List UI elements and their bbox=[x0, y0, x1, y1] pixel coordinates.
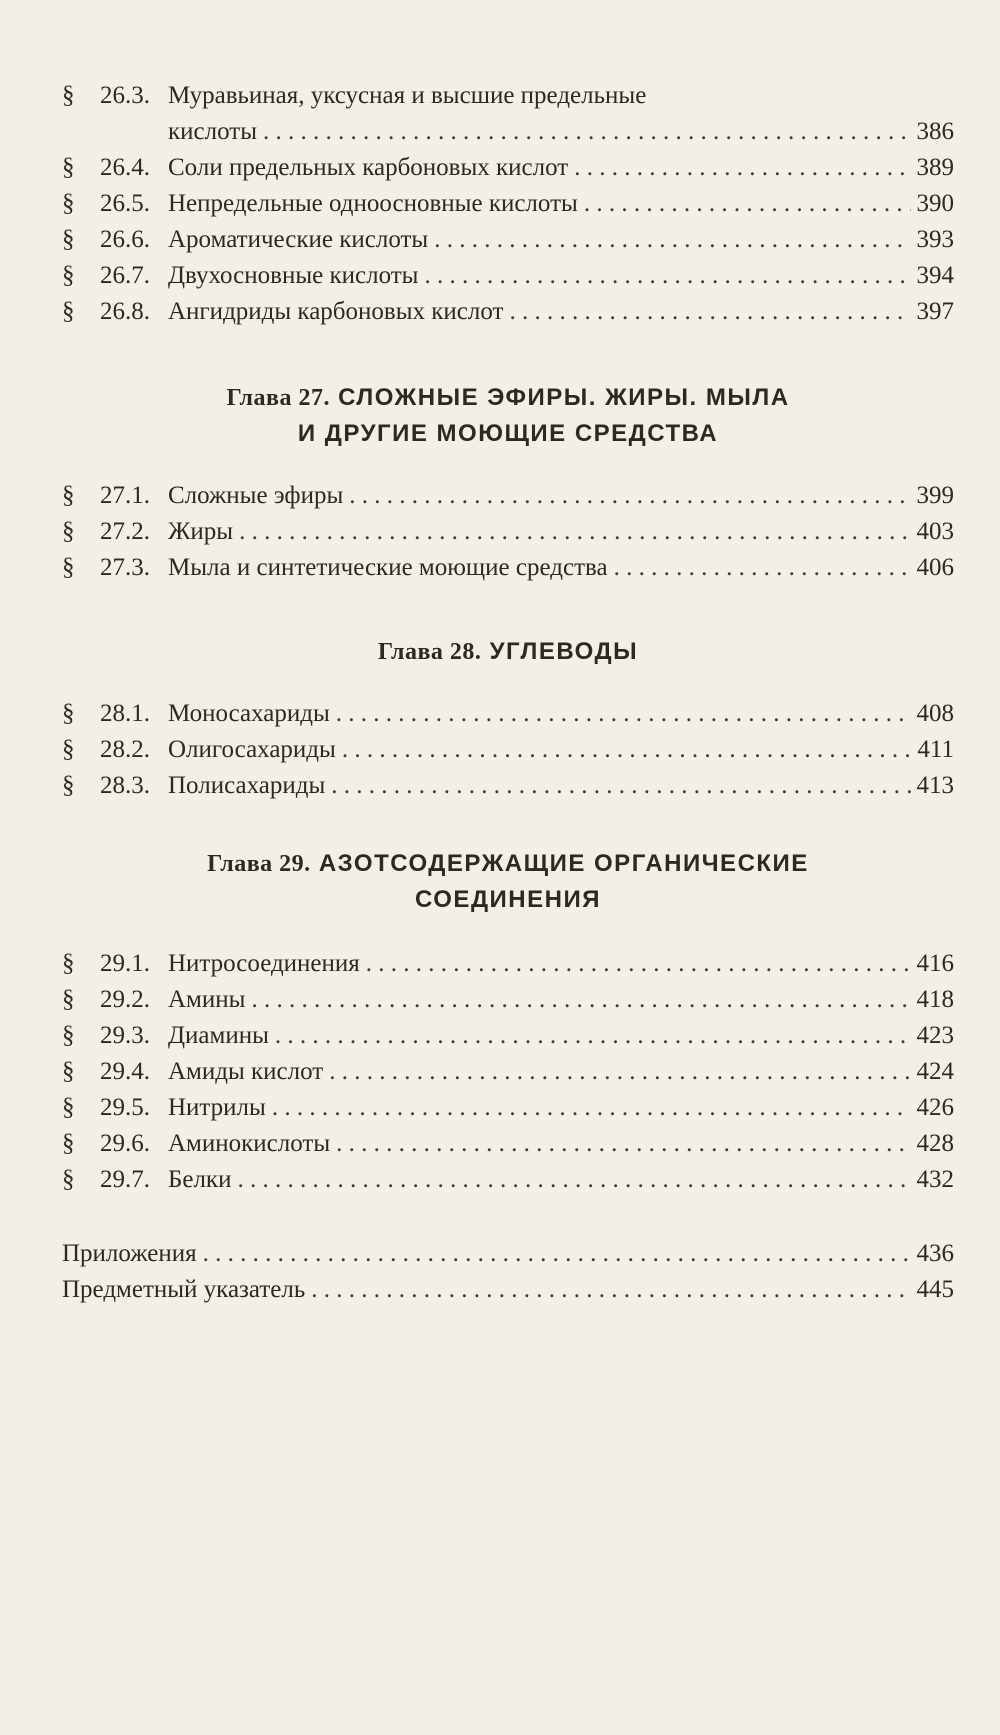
entry-title: Белки bbox=[168, 1162, 237, 1198]
entry-number: 26.7. bbox=[100, 262, 150, 289]
chapter-title: АЗОТСОДЕРЖАЩИЕ ОРГАНИЧЕСКИЕ bbox=[318, 850, 809, 877]
chapter-28-heading bbox=[62, 634, 954, 670]
chapter-28-entries bbox=[62, 696, 954, 804]
section-symbol: § bbox=[62, 772, 75, 799]
chapter-label: Глава 29. bbox=[207, 851, 311, 877]
entry-number: 26.8. bbox=[100, 298, 150, 325]
toc-entry-29-3[interactable] bbox=[62, 1018, 954, 1054]
entry-number: 27.2. bbox=[100, 518, 150, 545]
entry-page: 411 bbox=[911, 732, 954, 768]
entry-page: 393 bbox=[911, 222, 955, 258]
section-symbol: § bbox=[62, 298, 75, 325]
entry-number: 29.7. bbox=[100, 1166, 150, 1193]
entry-title: Олигосахариды bbox=[168, 732, 342, 768]
entry-title: Ангидриды карбоновых кислот bbox=[168, 294, 509, 330]
dot-leader bbox=[509, 294, 910, 330]
dot-leader bbox=[203, 1236, 911, 1272]
entry-number: 29.4. bbox=[100, 1058, 150, 1085]
toc-entry-27-3[interactable] bbox=[62, 550, 954, 586]
chapter-title: УГЛЕВОДЫ bbox=[489, 638, 639, 665]
toc-entry-26-3-line1[interactable] bbox=[62, 78, 954, 114]
chapter-label: Глава 27. bbox=[226, 385, 330, 411]
dot-leader bbox=[237, 1162, 910, 1198]
entry-number: 26.3. bbox=[100, 82, 150, 109]
entry-number: 26.4. bbox=[100, 154, 150, 181]
chapter-27-heading-line2: И ДРУГИЕ МОЮЩИЕ СРЕДСТВА bbox=[297, 420, 719, 447]
toc-entry-29-2[interactable] bbox=[62, 982, 954, 1018]
entry-title: Аминокислоты bbox=[168, 1126, 336, 1162]
toc-entry-subject-index[interactable] bbox=[62, 1272, 954, 1308]
toc-entry-26-4[interactable] bbox=[62, 150, 954, 186]
dot-leader bbox=[263, 114, 911, 150]
section-symbol: § bbox=[62, 226, 75, 253]
entry-page: 418 bbox=[911, 982, 955, 1018]
toc-entry-28-2[interactable] bbox=[62, 732, 954, 768]
entry-number: 29.5. bbox=[100, 1094, 150, 1121]
dot-leader bbox=[336, 1126, 910, 1162]
toc-entry-26-8[interactable] bbox=[62, 294, 954, 330]
section-symbol: § bbox=[62, 1022, 75, 1049]
entry-page: 389 bbox=[911, 150, 955, 186]
section-symbol: § bbox=[62, 736, 75, 763]
dot-leader bbox=[424, 258, 910, 294]
chapter-title: СЛОЖНЫЕ ЭФИРЫ. ЖИРЫ. МЫЛА bbox=[338, 384, 790, 411]
entry-title: Двухосновные кислоты bbox=[168, 258, 424, 294]
entry-title: Полисахариды bbox=[168, 768, 331, 804]
toc-entry-26-7[interactable] bbox=[62, 258, 954, 294]
entry-page: 394 bbox=[911, 258, 955, 294]
entry-page: 403 bbox=[911, 514, 955, 550]
entry-page: 424 bbox=[911, 1054, 955, 1090]
entry-page: 432 bbox=[911, 1162, 955, 1198]
dot-leader bbox=[342, 732, 912, 768]
entry-number: 28.1. bbox=[100, 700, 150, 727]
entry-page: 423 bbox=[911, 1018, 955, 1054]
section-symbol: § bbox=[62, 482, 75, 509]
chapter-27-entries bbox=[62, 478, 954, 586]
entry-title: Диамины bbox=[168, 1018, 275, 1054]
chapter-28-heading-line1 bbox=[62, 634, 954, 670]
entry-number: 28.2. bbox=[100, 736, 150, 763]
entry-title: Предметный указатель bbox=[62, 1272, 311, 1308]
section-symbol: § bbox=[62, 154, 75, 181]
entry-title-line1: Муравьиная, уксусная и высшие предельные bbox=[168, 82, 647, 109]
entry-title: кислоты bbox=[168, 114, 263, 150]
entry-title: Нитросоединения bbox=[168, 946, 366, 982]
entry-title: Амины bbox=[168, 982, 251, 1018]
section-symbol: § bbox=[62, 1094, 75, 1121]
entry-title: Ароматические кислоты bbox=[168, 222, 434, 258]
toc-entry-appendices[interactable] bbox=[62, 1236, 954, 1272]
entry-page: 397 bbox=[911, 294, 955, 330]
toc-entry-28-3[interactable] bbox=[62, 768, 954, 804]
section-symbol: § bbox=[62, 700, 75, 727]
entry-page: 408 bbox=[911, 696, 955, 732]
entry-number: 27.1. bbox=[100, 482, 150, 509]
entry-page: 390 bbox=[911, 186, 955, 222]
entry-number: 29.1. bbox=[100, 950, 150, 977]
toc-entry-29-1[interactable] bbox=[62, 946, 954, 982]
chapter-29-heading-line1 bbox=[62, 846, 954, 882]
entry-page: 416 bbox=[911, 946, 955, 982]
chapter-29-entries bbox=[62, 946, 954, 1198]
dot-leader bbox=[329, 1054, 910, 1090]
chapter-label: Глава 28. bbox=[377, 639, 482, 665]
chapter-26-entries bbox=[62, 78, 954, 330]
entry-number: 28.3. bbox=[100, 772, 150, 799]
dot-leader bbox=[574, 150, 910, 186]
entry-page: 445 bbox=[911, 1272, 955, 1308]
section-symbol: § bbox=[62, 518, 75, 545]
section-symbol: § bbox=[62, 82, 75, 109]
toc-entry-29-7[interactable] bbox=[62, 1162, 954, 1198]
section-symbol: § bbox=[62, 262, 75, 289]
entry-page: 413 bbox=[911, 768, 955, 804]
toc-entry-26-5[interactable] bbox=[62, 186, 954, 222]
toc-entry-29-4[interactable] bbox=[62, 1054, 954, 1090]
section-symbol: § bbox=[62, 1130, 75, 1157]
section-symbol: § bbox=[62, 554, 75, 581]
chapter-29-heading bbox=[62, 846, 954, 918]
dot-leader bbox=[251, 982, 910, 1018]
toc-entry-27-1[interactable] bbox=[62, 478, 954, 514]
dot-leader bbox=[275, 1018, 911, 1054]
toc-entry-29-5[interactable] bbox=[62, 1090, 954, 1126]
entry-title: Сложные эфиры bbox=[168, 478, 349, 514]
dot-leader bbox=[614, 550, 911, 586]
toc-entry-27-2[interactable] bbox=[62, 514, 954, 550]
entry-number: 26.5. bbox=[100, 190, 150, 217]
entry-page: 426 bbox=[911, 1090, 955, 1126]
dot-leader bbox=[331, 768, 910, 804]
entry-title: Нитрилы bbox=[168, 1090, 272, 1126]
dot-leader bbox=[336, 696, 911, 732]
dot-leader bbox=[239, 514, 910, 550]
back-matter-entries bbox=[62, 1236, 954, 1308]
toc-entry-26-6[interactable] bbox=[62, 222, 954, 258]
entry-page: 406 bbox=[911, 550, 955, 586]
entry-page: 386 bbox=[911, 114, 955, 150]
entry-title: Моносахариды bbox=[168, 696, 336, 732]
dot-leader bbox=[349, 478, 910, 514]
section-symbol: § bbox=[62, 950, 75, 977]
entry-title: Амиды кислот bbox=[168, 1054, 329, 1090]
entry-title: Жиры bbox=[168, 514, 239, 550]
chapter-27-heading bbox=[62, 380, 954, 452]
dot-leader bbox=[272, 1090, 911, 1126]
section-symbol: § bbox=[62, 1058, 75, 1085]
section-symbol: § bbox=[62, 986, 75, 1013]
chapter-27-heading-line1 bbox=[62, 380, 954, 416]
entry-number: 26.6. bbox=[100, 226, 150, 253]
section-symbol: § bbox=[62, 190, 75, 217]
entry-number: 29.2. bbox=[100, 986, 150, 1013]
entry-title: Непредельные одноосновные кислоты bbox=[168, 186, 584, 222]
dot-leader bbox=[366, 946, 911, 982]
entry-number: 29.6. bbox=[100, 1130, 150, 1157]
entry-title: Соли предельных карбоновых кислот bbox=[168, 150, 574, 186]
section-symbol: § bbox=[62, 1166, 75, 1193]
entry-number: 27.3. bbox=[100, 554, 150, 581]
entry-title: Приложения bbox=[62, 1236, 203, 1272]
chapter-29-heading-line2: СОЕДИНЕНИЯ bbox=[415, 886, 601, 913]
dot-leader bbox=[311, 1272, 910, 1308]
dot-leader bbox=[434, 222, 910, 258]
toc-entry-26-3[interactable] bbox=[62, 114, 954, 150]
entry-page: 436 bbox=[911, 1236, 955, 1272]
toc-entry-29-6[interactable] bbox=[62, 1126, 954, 1162]
entry-number: 29.3. bbox=[100, 1022, 150, 1049]
entry-page: 428 bbox=[911, 1126, 955, 1162]
toc-entry-28-1[interactable] bbox=[62, 696, 954, 732]
dot-leader bbox=[584, 186, 911, 222]
entry-title: Мыла и синтетические моющие средства bbox=[168, 550, 614, 586]
entry-page: 399 bbox=[911, 478, 955, 514]
